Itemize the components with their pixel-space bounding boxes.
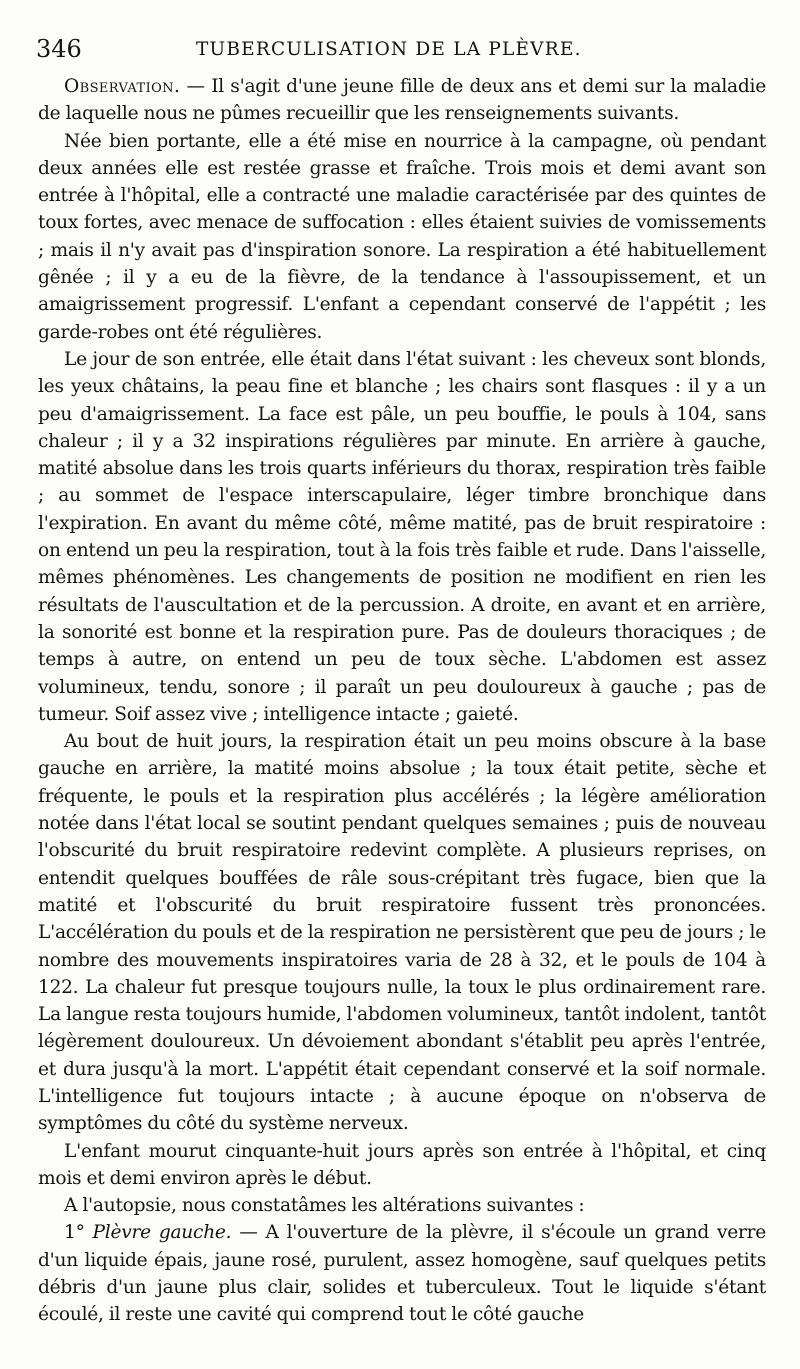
- paragraph-observation: [38, 73, 766, 128]
- paragraph-progression: [38, 728, 766, 1137]
- section-number: 1°: [64, 1222, 93, 1244]
- running-title: TUBERCULISATION DE LA PLÈVRE.: [196, 39, 582, 60]
- running-head: [36, 34, 776, 68]
- paragraph-text: Au bout de huit jours, la respiration était un peu moins obscure à la base gauche en arrière, la matité moins absolue ; la toux était petite, sèche et fréquente, le pouls et la respiration plus accélérés ; la légère amélioration notée dans l'état local se soutint pendant quelques semaines ; puis de nouveau l'obscurité du bruit respiratoire redevint complète. A plusieurs reprises, on entendit quelques bouffées de râle sous-crépitant très fugace, bien que la matité et l'obscurité du bruit respiratoire fussent très prononcées. L'accélération du pouls et de la respiration ne persistèrent que peu de jours ; le nombre des mouvements inspiratoires varia de 28 à 32, et le pouls de 104 à 122. La chaleur fut presque toujours nulle, la toux le plus ordinairement rare. La langue resta toujours humide, l'abdomen volumineux, tantôt indolent, tantôt légèrement douloureux. Un dévoiement abondant s'établit peu après l'entrée, et dura jusqu'à la mort. L'appétit était cependant conservé et la soif normale. L'intelligence fut toujours intacte ; à aucune époque on n'observa de symptômes du côté du système nerveux.: [38, 731, 766, 1135]
- page-number: 346: [36, 35, 82, 63]
- observation-lead: Observation.: [64, 76, 181, 97]
- paragraph-text: A l'autopsie, nous constatâmes les altérations suivantes :: [64, 1195, 585, 1217]
- text-body: [38, 73, 766, 1329]
- section-label: Plèvre gauche.: [92, 1222, 232, 1244]
- paragraph-history: [38, 128, 766, 346]
- paragraph-text: L'enfant mourut cinquante-huit jours après son entrée à l'hôpital, et cinq mois et demi environ après le début.: [38, 1140, 766, 1189]
- paragraph-text: — A l'ouverture de la plèvre, il s'écoule un grand verre d'un liquide épais, jaune rosé, purulent, assez homogène, sauf quelques petits débris d'un jaune plus clair, solides et tuberculeux. Tout le liquide s'étant écoulé, il reste une cavité qui comprend tout le côté gauche: [38, 1222, 766, 1326]
- paragraph-text: Née bien portante, elle a été mise en nourrice à la campagne, où pendant deux années elle est restée grasse et fraîche. Trois mois et demi avant son entrée à l'hôpital, elle a contracté une maladie caractérisée par des quintes de toux fortes, avec menace de suffocation : elles étaient suivies de vomissements ; mais il n'y avait pas d'inspiration sonore. La respiration a été habituellement gênée ; il y a eu de la fièvre, de la tendance à l'assoupissement, et un amaigrissement progressif. L'enfant a cependant conservé de l'appétit ; les garde-robes ont été régulières.: [38, 130, 766, 343]
- paragraph-text: — Il s'agit d'une jeune fille de deux ans et demi sur la maladie de laquelle nous ne pûmes recueillir que les renseignements suivants.: [38, 76, 766, 125]
- paragraph-left-pleura: [38, 1219, 766, 1328]
- paragraph-admission-state: [38, 346, 766, 728]
- paragraph-autopsy-intro: [38, 1192, 766, 1219]
- paragraph-text: Le jour de son entrée, elle était dans l'état suivant : les cheveux sont blonds, les yeux châtains, la peau fine et blanche ; les chairs sont flasques : il y a un peu d'amaigrissement. La face est pâle, un peu bouffie, le pouls à 104, sans chaleur ; il y a 32 inspirations régulières par minute. En arrière à gauche, matité absolue dans les trois quarts inférieurs du thorax, respiration très faible ; au sommet de l'espace interscapulaire, léger timbre bronchique dans l'expiration. En avant du même côté, même matité, pas de bruit respiratoire : on entend un peu la respiration, tout à la fois très faible et rude. Dans l'aisselle, mêmes phénomènes. Les changements de position ne modifient en rien les résultats de l'auscultation et de la percussion. A droite, en avant et en arrière, la sonorité est bonne et la respiration pure. Pas de douleurs thoraciques ; de temps à autre, on entend un peu de toux sèche. L'abdomen est assez volumineux, tendu, sonore ; il paraît un peu douloureux à gauche ; pas de tumeur. Soif assez vive ; intelligence intacte ; gaieté.: [38, 348, 766, 725]
- paragraph-death: [38, 1138, 766, 1193]
